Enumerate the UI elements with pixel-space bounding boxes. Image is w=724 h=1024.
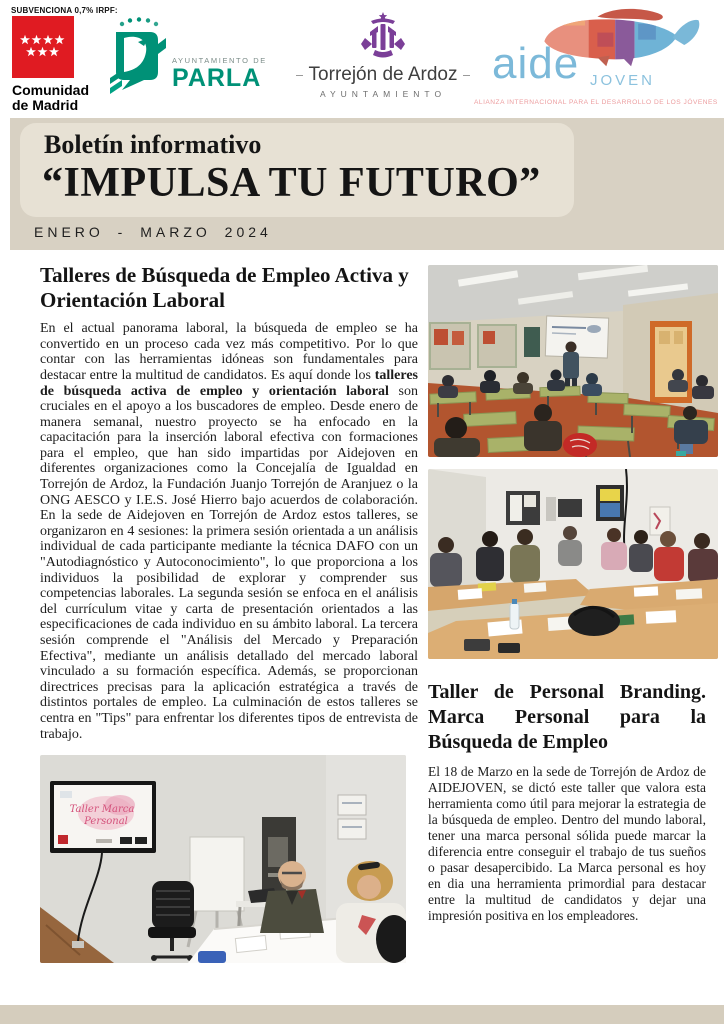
- torrejon-name-label: Torrejón de Ardoz: [308, 64, 458, 85]
- title-banner: [10, 118, 724, 250]
- aide-tagline-label: ALIANZA INTERNACIONAL PARA EL DESARROLLO DE LOS JÓVENES: [474, 99, 718, 106]
- photo-training-room: [428, 469, 720, 659]
- title-banner-box: [20, 123, 574, 217]
- newsletter-kicker: Boletín informativo: [44, 130, 262, 159]
- newsletter-period: ENERO - MARZO 2024: [34, 224, 272, 240]
- photo-branding-workshop-image: [40, 755, 406, 963]
- left-column: [40, 250, 418, 963]
- torrejon-right-rule: [463, 75, 470, 76]
- logo-ayuntamiento-parla: [108, 16, 278, 108]
- newsletter-title: “IMPULSA TU FUTURO”: [42, 160, 541, 206]
- parla-top-label: AYUNTAMIENTO DE: [172, 56, 267, 65]
- left-article-title: Talleres de Búsqueda de Empleo Activa y Orientación Laboral: [40, 263, 409, 312]
- madrid-flag-icon: [12, 16, 74, 78]
- photo-classroom-talk: [428, 265, 720, 457]
- torrejon-crest-icon: [357, 12, 409, 62]
- photo-branding-workshop: [40, 755, 418, 963]
- photo-training-room-image: [428, 469, 718, 659]
- content-columns: [0, 250, 724, 963]
- torrejon-sub-label: AYUNTAMIENTO: [319, 89, 447, 99]
- left-article-body: [40, 321, 418, 742]
- photo-classroom-talk-image: [428, 265, 718, 457]
- madrid-label-line1: Comunidad: [12, 82, 89, 98]
- subsidy-note: SUBVENCIONA 0,7% IRPF:: [11, 6, 118, 15]
- right-column: [428, 250, 720, 963]
- parla-name-label: PARLA: [172, 64, 262, 92]
- madrid-label-line2: de Madrid: [12, 97, 79, 114]
- logo-aide-joven: [472, 2, 720, 114]
- slide-title-line1: Taller Marca: [69, 804, 135, 816]
- logo-header: [0, 0, 724, 118]
- aide-name-label: aide: [492, 39, 580, 88]
- logo-torrejon-de-ardoz: [296, 12, 470, 99]
- right-article-title: Taller de Personal Branding. Marca Personal para la Búsqueda de Empleo: [428, 681, 706, 753]
- left-body-start: En el actual panorama laboral, la búsqueda de empleo se ha convertido en un proceso cada vez más competitivo. Por lo que contar con las herramientas idóneas son fundamentales para destacar entre la multitud de candidatos. Es aquí donde los: [40, 321, 418, 383]
- left-body-bold: talleres de búsqueda activa de empleo y orientación laboral: [40, 367, 418, 399]
- left-body-end: son cruciales en el apoyo a los buscadores de empleo. Desde enero de manera semanal, nuestro proyecto se ha enfocado en la capacitación para la inserción laboral efectiva con formaciones para el empleo, que han sido impartidas por Aidejoven en diferentes organizaciones como la Concejalía de Igualdad en Torrejón de Ardoz, la Fundación Juanjo Torrejón de Aranjuez o la ONG AESCO y I.E.S. José Hierro bajo acuerdos de colaboración. En la sede de Aidejoven en Torrejón de Ardoz estos talleres, se organizaron en 4 sesiones: la primera sesión orientada a un análisis individual de cada participante mediante la técnica DAFO con un "Autodiagnóstico y Autoconocimiento", lo que proporciona a los individuos la posibilidad de explorar y comprender sus competencias laborales. La segunda sesión se enfoca en el análisis del currículum vitae y carta de presentación orientados a las especificaciones de cada individuo en su ámbito laboral. La tercera sesión comprende el "Análisis del Mercado y Preparación Efectiva", mediante un análisis detallado del mercado laboral vinculado a su formación específica. Además, se proporcionan directrices precisas para la aplicación estratégica a través de distintos portales de empleo. La culminación de estos talleres se centra en "Tips" para enfrentar los diferentes tipos de entrevista de trabajo.: [40, 383, 418, 742]
- slide-title-line2: Personal: [84, 816, 128, 828]
- aide-sub-label: JOVEN: [590, 72, 656, 89]
- logo-comunidad-madrid: [12, 16, 102, 113]
- right-article-body: El 18 de Marzo en la sede de Torrejón de Ardoz de AIDEJOVEN, se dictó este taller que valora esta herramienta como útil para mejorar la estrategia de la búsqueda de empleo. Dentro del mundo laboral, tener una marca personal sólida puede marcar la diferencia entre conseguir el trabajo de tus sueños o pasar desapercibido. La Marca personal es hoy en dia una herramienta primordial para destacar entre la multitud de candidatos y dejar una impresión positiva en los empleadores.: [428, 764, 706, 923]
- parla-bird-icon: [108, 16, 170, 100]
- footer-band: [0, 1005, 724, 1024]
- torrejon-left-rule: [296, 75, 303, 76]
